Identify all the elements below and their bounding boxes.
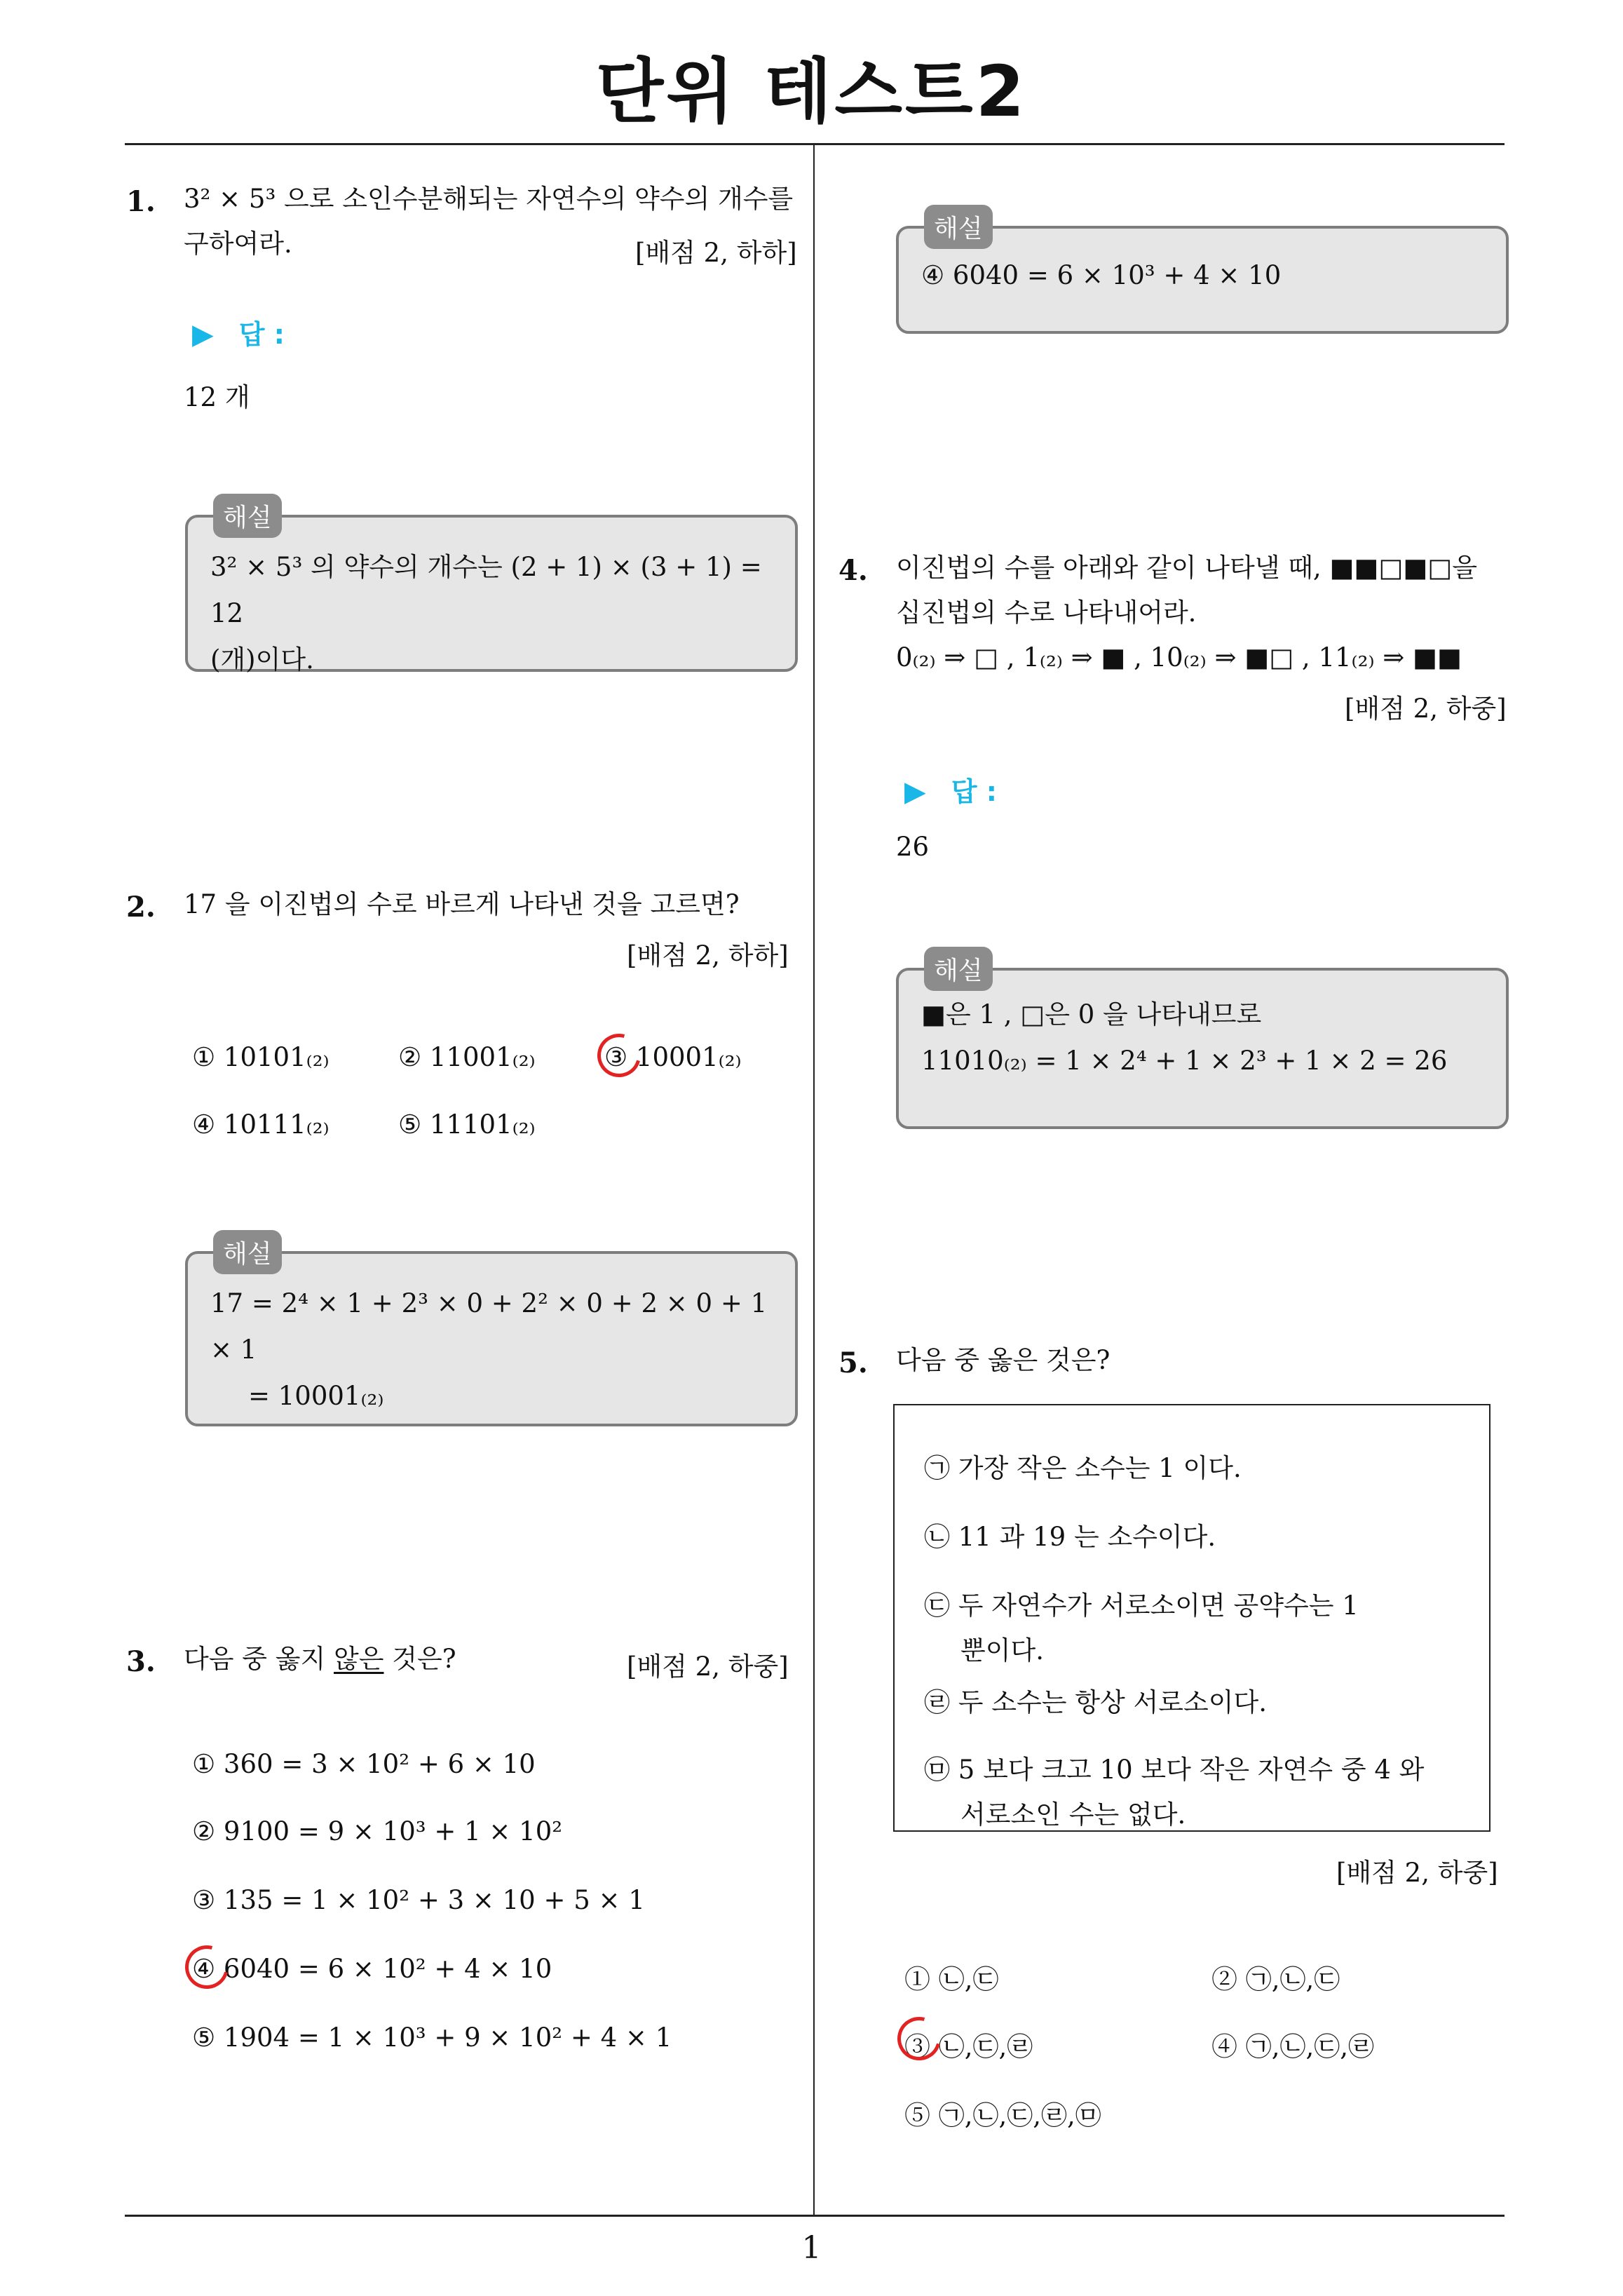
q4-score: [배점 2, 하중] bbox=[1345, 694, 1507, 724]
q3-choice-5[interactable]: ⑤ 1904 = 1 × 10³ + 9 × 10² + 4 × 1 bbox=[192, 2022, 672, 2053]
q2-choice-3[interactable]: ③ 10001₍₂₎ bbox=[604, 1042, 742, 1072]
q4-expl-line2: 11010₍₂₎ = 1 × 2⁴ + 1 × 2³ + 1 × 2 = 26 bbox=[921, 1046, 1448, 1076]
explanation-tag: 해설 bbox=[213, 1230, 282, 1274]
q1-expl-line1: 3² × 5³ 의 약수의 개수는 (2 + 1) × (3 + 1) = 12 bbox=[210, 552, 762, 628]
page-number: 1 bbox=[801, 2230, 822, 2266]
q4-answer: 26 bbox=[896, 832, 930, 862]
play-triangle-icon: ▶ bbox=[904, 776, 926, 808]
q2-score: [배점 2, 하하] bbox=[627, 940, 789, 971]
bottom-rule bbox=[125, 2215, 1505, 2217]
q4-text-line3: 0₍₂₎ ⇒ □ , 1₍₂₎ ⇒ ■ , 10₍₂₎ ⇒ ■□ , 11₍₂₎ ⇒ ■■ bbox=[896, 642, 1462, 673]
q1-number: 1. bbox=[126, 185, 156, 218]
q5-item-b: ㉡ 11 과 19 는 소수이다. bbox=[924, 1522, 1216, 1552]
q3-number: 3. bbox=[126, 1645, 156, 1678]
q3-score: [배점 2, 하중] bbox=[627, 1652, 789, 1682]
q5-choice-3[interactable]: ③ ㉡,㉢,㉣ bbox=[904, 2032, 1033, 2062]
top-rule bbox=[125, 143, 1505, 145]
explanation-tag: 해설 bbox=[213, 494, 282, 538]
q4-answer-label: ▶ 답 : bbox=[904, 776, 997, 808]
q5-choice-5[interactable]: ⑤ ㉠,㉡,㉢,㉣,㉤ bbox=[904, 2100, 1101, 2130]
q1-answer-label: ▶ 답 : bbox=[192, 318, 285, 351]
q5-item-c-cont: 뿐이다. bbox=[960, 1635, 1044, 1666]
q2-expl-line1: 17 = 2⁴ × 1 + 2³ × 0 + 2² × 0 + 2 × 0 + 1 × 1 bbox=[210, 1288, 768, 1365]
q5-choice-2[interactable]: ② ㉠,㉡,㉢ bbox=[1211, 1964, 1340, 1994]
q1-expl-line2: (개)이다. bbox=[210, 644, 314, 675]
q4-explanation-box bbox=[896, 957, 1509, 1129]
q2-choice-1[interactable]: ① 10101₍₂₎ bbox=[192, 1042, 330, 1072]
q2-number: 2. bbox=[126, 891, 156, 924]
play-triangle-icon: ▶ bbox=[192, 318, 214, 351]
q5-choice-4[interactable]: ④ ㉠,㉡,㉢,㉣ bbox=[1211, 2032, 1375, 2062]
q5-score: [배점 2, 하중] bbox=[1336, 1858, 1498, 1888]
q5-item-c: ㉢ 두 자연수가 서로소이면 공약수는 1 bbox=[924, 1591, 1359, 1621]
q3-explanation-box bbox=[896, 215, 1509, 334]
q1-answer: 12 개 bbox=[184, 382, 250, 412]
selected-circle-mark bbox=[590, 1026, 649, 1086]
q4-text-line1: 이진법의 수를 아래와 같이 나타낼 때, ■■□■□을 bbox=[896, 553, 1477, 583]
q5-item-a: ㉠ 가장 작은 소수는 1 이다. bbox=[924, 1453, 1242, 1483]
q4-number: 4. bbox=[838, 554, 868, 587]
column-divider bbox=[813, 144, 815, 2215]
q2-explanation-box bbox=[185, 1240, 798, 1426]
q5-statement-box bbox=[893, 1404, 1490, 1832]
q2-choice-2[interactable]: ② 11001₍₂₎ bbox=[398, 1042, 536, 1072]
selected-circle-mark bbox=[177, 1938, 237, 1997]
q4-expl-line1: ■은 1 , □은 0 을 나타내므로 bbox=[921, 999, 1262, 1029]
q5-number: 5. bbox=[838, 1346, 868, 1379]
q5-item-d: ㉣ 두 소수는 항상 서로소이다. bbox=[924, 1687, 1267, 1717]
explanation-tag: 해설 bbox=[924, 947, 993, 991]
q3-expl-line1: ④ 6040 = 6 × 10³ + 4 × 10 bbox=[921, 260, 1282, 290]
q3-choice-3[interactable]: ③ 135 = 1 × 10² + 3 × 10 + 5 × 1 bbox=[192, 1885, 645, 1915]
q1-explanation-box bbox=[185, 504, 798, 675]
q3-choice-2[interactable]: ② 9100 = 9 × 10³ + 1 × 10² bbox=[192, 1816, 563, 1846]
q2-choice-4[interactable]: ④ 10111₍₂₎ bbox=[192, 1109, 330, 1140]
q4-text-line2: 십진법의 수로 나타내어라. bbox=[896, 597, 1197, 628]
q5-item-e-cont: 서로소인 수는 없다. bbox=[960, 1799, 1186, 1830]
page-title: 단위 테스트2 bbox=[595, 50, 1028, 133]
q2-choice-5[interactable]: ⑤ 11101₍₂₎ bbox=[398, 1109, 536, 1140]
q1-score: [배점 2, 하하] bbox=[635, 238, 797, 268]
q5-item-e: ㉤ 5 보다 크고 10 보다 작은 자연수 중 4 와 bbox=[924, 1755, 1425, 1785]
explanation-tag: 해설 bbox=[924, 205, 993, 249]
q2-text: 17 을 이진법의 수로 바르게 나타낸 것을 고르면? bbox=[184, 889, 740, 919]
q1-text-line1: 3² × 5³ 으로 소인수분해되는 자연수의 약수의 개수를 bbox=[184, 184, 794, 214]
q5-text: 다음 중 옳은 것은? bbox=[896, 1345, 1111, 1375]
q1-text-line2: 구하여라. bbox=[184, 229, 292, 259]
q3-choice-4[interactable]: ④ 6040 = 6 × 10² + 4 × 10 bbox=[192, 1954, 552, 1984]
q2-expl-line2: = 10001₍₂₎ bbox=[248, 1381, 384, 1411]
q3-choice-1[interactable]: ① 360 = 3 × 10² + 6 × 10 bbox=[192, 1749, 536, 1779]
q5-choice-1[interactable]: ① ㉡,㉢ bbox=[904, 1964, 999, 1994]
q3-text: 다음 중 옳지 않은 것은? bbox=[184, 1644, 456, 1674]
